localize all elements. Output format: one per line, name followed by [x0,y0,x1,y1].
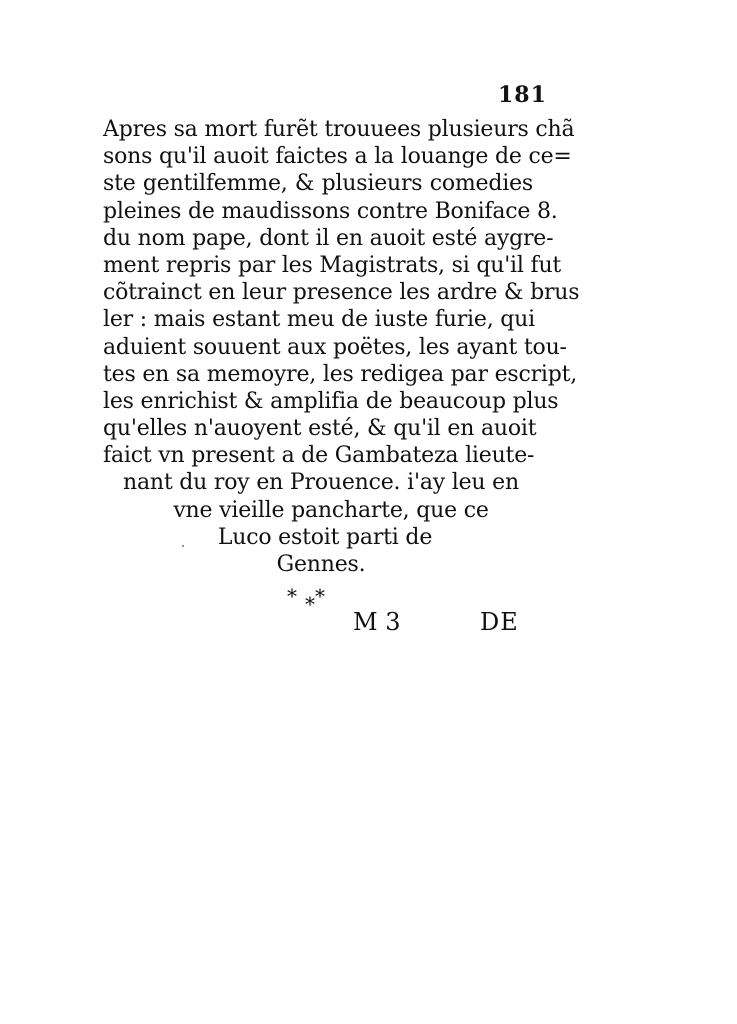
text-line: qu'elles n'auoyent esté, & qu'il en auoit [103,416,537,442]
paper-speck [182,545,184,547]
signature-mark: M 3 [353,608,401,636]
asterism-ornament [282,586,332,614]
text-line: aduient souuent aux poëtes, les ayant tou- [103,334,567,360]
text-line: faict vn present a de Gambateza lieute- [103,443,535,469]
asterisk-icon: * [305,592,315,616]
tapered-text-line: Gennes. [276,552,366,577]
text-line: ste gentilfemme, & plusieurs comedies [103,171,533,197]
text-line: tes en sa memoyre, les redigea par escript, [103,361,578,387]
text-line: les enrichist & amplifia de beaucoup plus [103,388,559,414]
page-number: 181 [498,82,547,108]
text-line: ment repris par les Magistrats, si qu'il fut [103,252,562,278]
text-line: pleines de maudissons contre Boniface 8. [103,198,558,224]
body-text [103,116,580,578]
tapered-text-line: Luco estoit parti de [217,524,433,550]
tapered-text-line: nant du roy en Prouence. i'ay leu en [123,470,519,496]
text-line: du nom pape, dont il en auoit esté aygre- [103,225,554,251]
catchword: DE [480,608,519,636]
text-line: sons qu'il auoit faictes a la louange de ce= [103,144,572,170]
tapered-text-line: vne vieille pancharte, que ce [173,497,489,523]
asterisk-icon: * [287,584,297,608]
text-line: ler : mais estant meu de iuste furie, qui [103,307,535,333]
text-line: Apres sa mort furẽt trouuees plusieurs chã [103,117,575,142]
asterisk-icon: * [315,584,325,608]
text-line: cõtrainct en leur presence les ardre & brus [103,280,580,306]
